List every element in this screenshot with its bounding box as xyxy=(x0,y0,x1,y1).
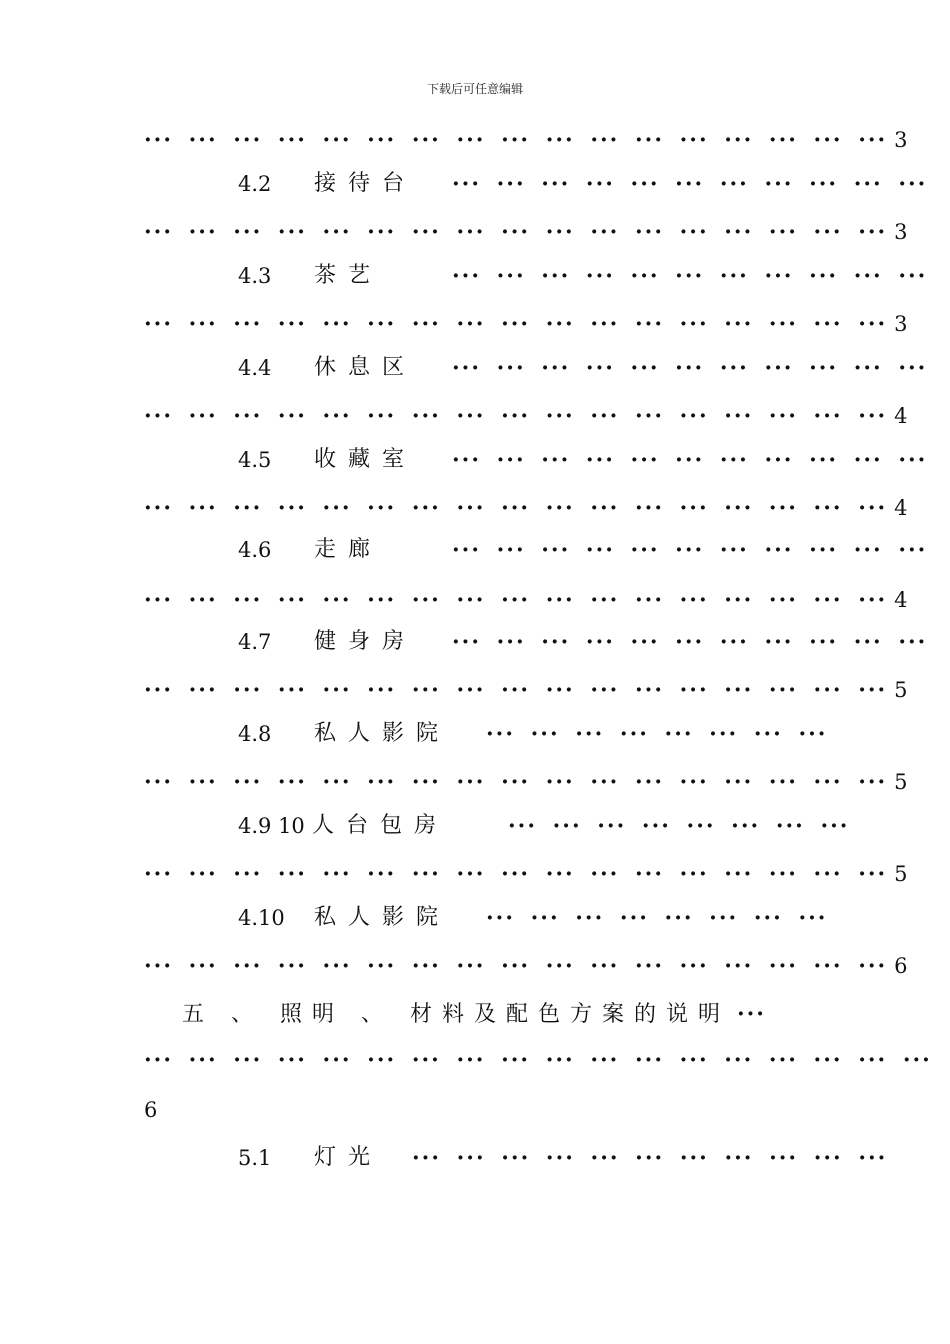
page-number: 3 xyxy=(894,128,908,152)
section-title: 五 、 照明 、 材料及配色方案的说明 xyxy=(182,1002,730,1027)
toc-entry-4-3[interactable] xyxy=(238,258,271,294)
dot-leader: ··· ··· ··· ··· ··· ··· ··· ··· ··· ··· ··· xyxy=(452,355,928,381)
entry-number: 4.2 xyxy=(238,172,272,196)
toc-entry-4-7[interactable] xyxy=(238,624,271,660)
page-number: 5 xyxy=(894,770,908,794)
toc-entry-4-2[interactable] xyxy=(238,166,271,202)
page-number: 4 xyxy=(894,404,908,428)
entry-title: 接待台 xyxy=(314,171,417,196)
dot-leader: ··· ··· ··· ··· ··· ··· ··· ··· ··· ··· ··· xyxy=(412,1145,888,1171)
toc-continuation-line xyxy=(144,306,908,342)
toc-continuation-line xyxy=(144,214,908,250)
dot-leader: ··· ··· ··· ··· ··· ··· ··· ··· ··· ··· ··· ··· ··· ··· ··· ··· ··· xyxy=(144,127,888,153)
entry-title: 健身房 xyxy=(314,629,417,654)
toc-entry-4-5[interactable] xyxy=(238,442,271,478)
toc-continuation-line xyxy=(144,764,908,800)
toc-entry-4-6[interactable] xyxy=(238,532,271,568)
entry-title: 休息区 xyxy=(314,355,417,380)
dot-leader: ··· ··· ··· ··· ··· ··· ··· ··· ··· ··· ··· ··· ··· ··· ··· ··· ··· xyxy=(144,495,888,521)
toc-entry-4-8[interactable] xyxy=(238,716,271,752)
toc-entry-4-4[interactable] xyxy=(238,350,271,386)
toc-section-5[interactable] xyxy=(182,996,766,1032)
entry-title: 茶艺 xyxy=(314,263,383,288)
dot-leader: ··· ··· ··· ··· ··· ··· ··· ··· ··· ··· ··· ··· ··· ··· ··· ··· ··· xyxy=(144,861,888,887)
dot-leader: ··· ··· ··· ··· ··· ··· ··· ··· xyxy=(508,813,850,839)
entry-number: 4.10 xyxy=(238,906,285,930)
entry-title: 走廊 xyxy=(314,537,383,562)
page-number: 5 xyxy=(894,862,908,886)
page-number: 4 xyxy=(894,496,908,520)
entry-number: 4.9 10 xyxy=(238,814,305,838)
toc-entry-4-9[interactable] xyxy=(238,808,305,844)
dot-leader: ··· ··· ··· ··· ··· ··· ··· ··· ··· ··· ··· xyxy=(452,629,928,655)
toc-entry-5-1[interactable] xyxy=(238,1140,271,1176)
entry-number: 4.3 xyxy=(238,264,272,288)
entry-title: 收藏室 xyxy=(314,447,417,472)
dot-leader: ··· ··· ··· ··· ··· ··· ··· ··· ··· ··· ··· ··· ··· ··· ··· ··· ··· xyxy=(144,677,888,703)
dot-leader: ··· ··· ··· ··· ··· ··· ··· ··· ··· ··· ··· ··· ··· ··· ··· ··· ··· ··· xyxy=(144,1047,932,1073)
entry-title: 私人影院 xyxy=(314,905,451,930)
entry-number: 4.8 xyxy=(238,722,272,746)
toc-continuation-line xyxy=(144,856,908,892)
entry-title: 私人影院 xyxy=(314,721,451,746)
page-number: 6 xyxy=(144,1098,158,1122)
entry-number: 4.6 xyxy=(238,538,272,562)
toc-continuation-line xyxy=(144,582,908,618)
dot-leader: ··· ··· ··· ··· ··· ··· ··· ··· ··· ··· ··· xyxy=(452,171,928,197)
page-number: 3 xyxy=(894,312,908,336)
page-header: 下载后可任意编辑 xyxy=(426,82,523,96)
dot-leader: ··· ··· ··· ··· ··· ··· ··· ··· ··· ··· ··· ··· ··· ··· ··· ··· ··· xyxy=(144,311,888,337)
dot-leader: ··· ··· ··· ··· ··· ··· ··· ··· ··· ··· ··· ··· ··· ··· ··· ··· ··· xyxy=(144,403,888,429)
entry-number: 5.1 xyxy=(238,1146,272,1170)
entry-title: 人台包房 xyxy=(312,813,449,838)
page-number: 5 xyxy=(894,678,908,702)
page-number: 4 xyxy=(894,588,908,612)
dot-leader: ··· ··· ··· ··· ··· ··· ··· ··· ··· ··· ··· xyxy=(452,263,928,289)
dot-leader: ··· ··· ··· ··· ··· ··· ··· ··· ··· ··· ··· xyxy=(452,537,928,563)
toc-continuation-line xyxy=(144,122,908,158)
dot-leader: ··· ··· ··· ··· ··· ··· ··· ··· ··· ··· ··· ··· ··· ··· ··· ··· ··· xyxy=(144,953,888,979)
toc-continuation-line xyxy=(144,672,908,708)
toc-continuation-line xyxy=(144,948,908,984)
dot-leader: ··· ··· ··· ··· ··· ··· ··· ··· xyxy=(486,905,828,931)
dot-leader: ··· ··· ··· ··· ··· ··· ··· ··· ··· ··· ··· ··· ··· ··· ··· ··· ··· xyxy=(144,769,888,795)
toc-continuation-line xyxy=(144,490,908,526)
entry-number: 4.5 xyxy=(238,448,272,472)
dot-leader: ··· ··· ··· ··· ··· ··· ··· ··· ··· ··· ··· xyxy=(452,447,928,473)
entry-number: 4.7 xyxy=(238,630,272,654)
entry-title: 灯光 xyxy=(314,1145,383,1170)
dot-leader: ··· ··· ··· ··· ··· ··· ··· ··· ··· ··· ··· ··· ··· ··· ··· ··· ··· xyxy=(144,219,888,245)
toc-continuation-line xyxy=(144,398,908,434)
entry-number: 4.4 xyxy=(238,356,272,380)
page-number: 3 xyxy=(894,220,908,244)
dot-leader: ··· ··· ··· ··· ··· ··· ··· ··· xyxy=(486,721,828,747)
toc-entry-4-10[interactable] xyxy=(238,900,285,936)
page-number: 6 xyxy=(894,954,908,978)
dot-leader: ··· ··· ··· ··· ··· ··· ··· ··· ··· ··· ··· ··· ··· ··· ··· ··· ··· xyxy=(144,587,888,613)
dot-leader: ··· xyxy=(736,1001,766,1027)
